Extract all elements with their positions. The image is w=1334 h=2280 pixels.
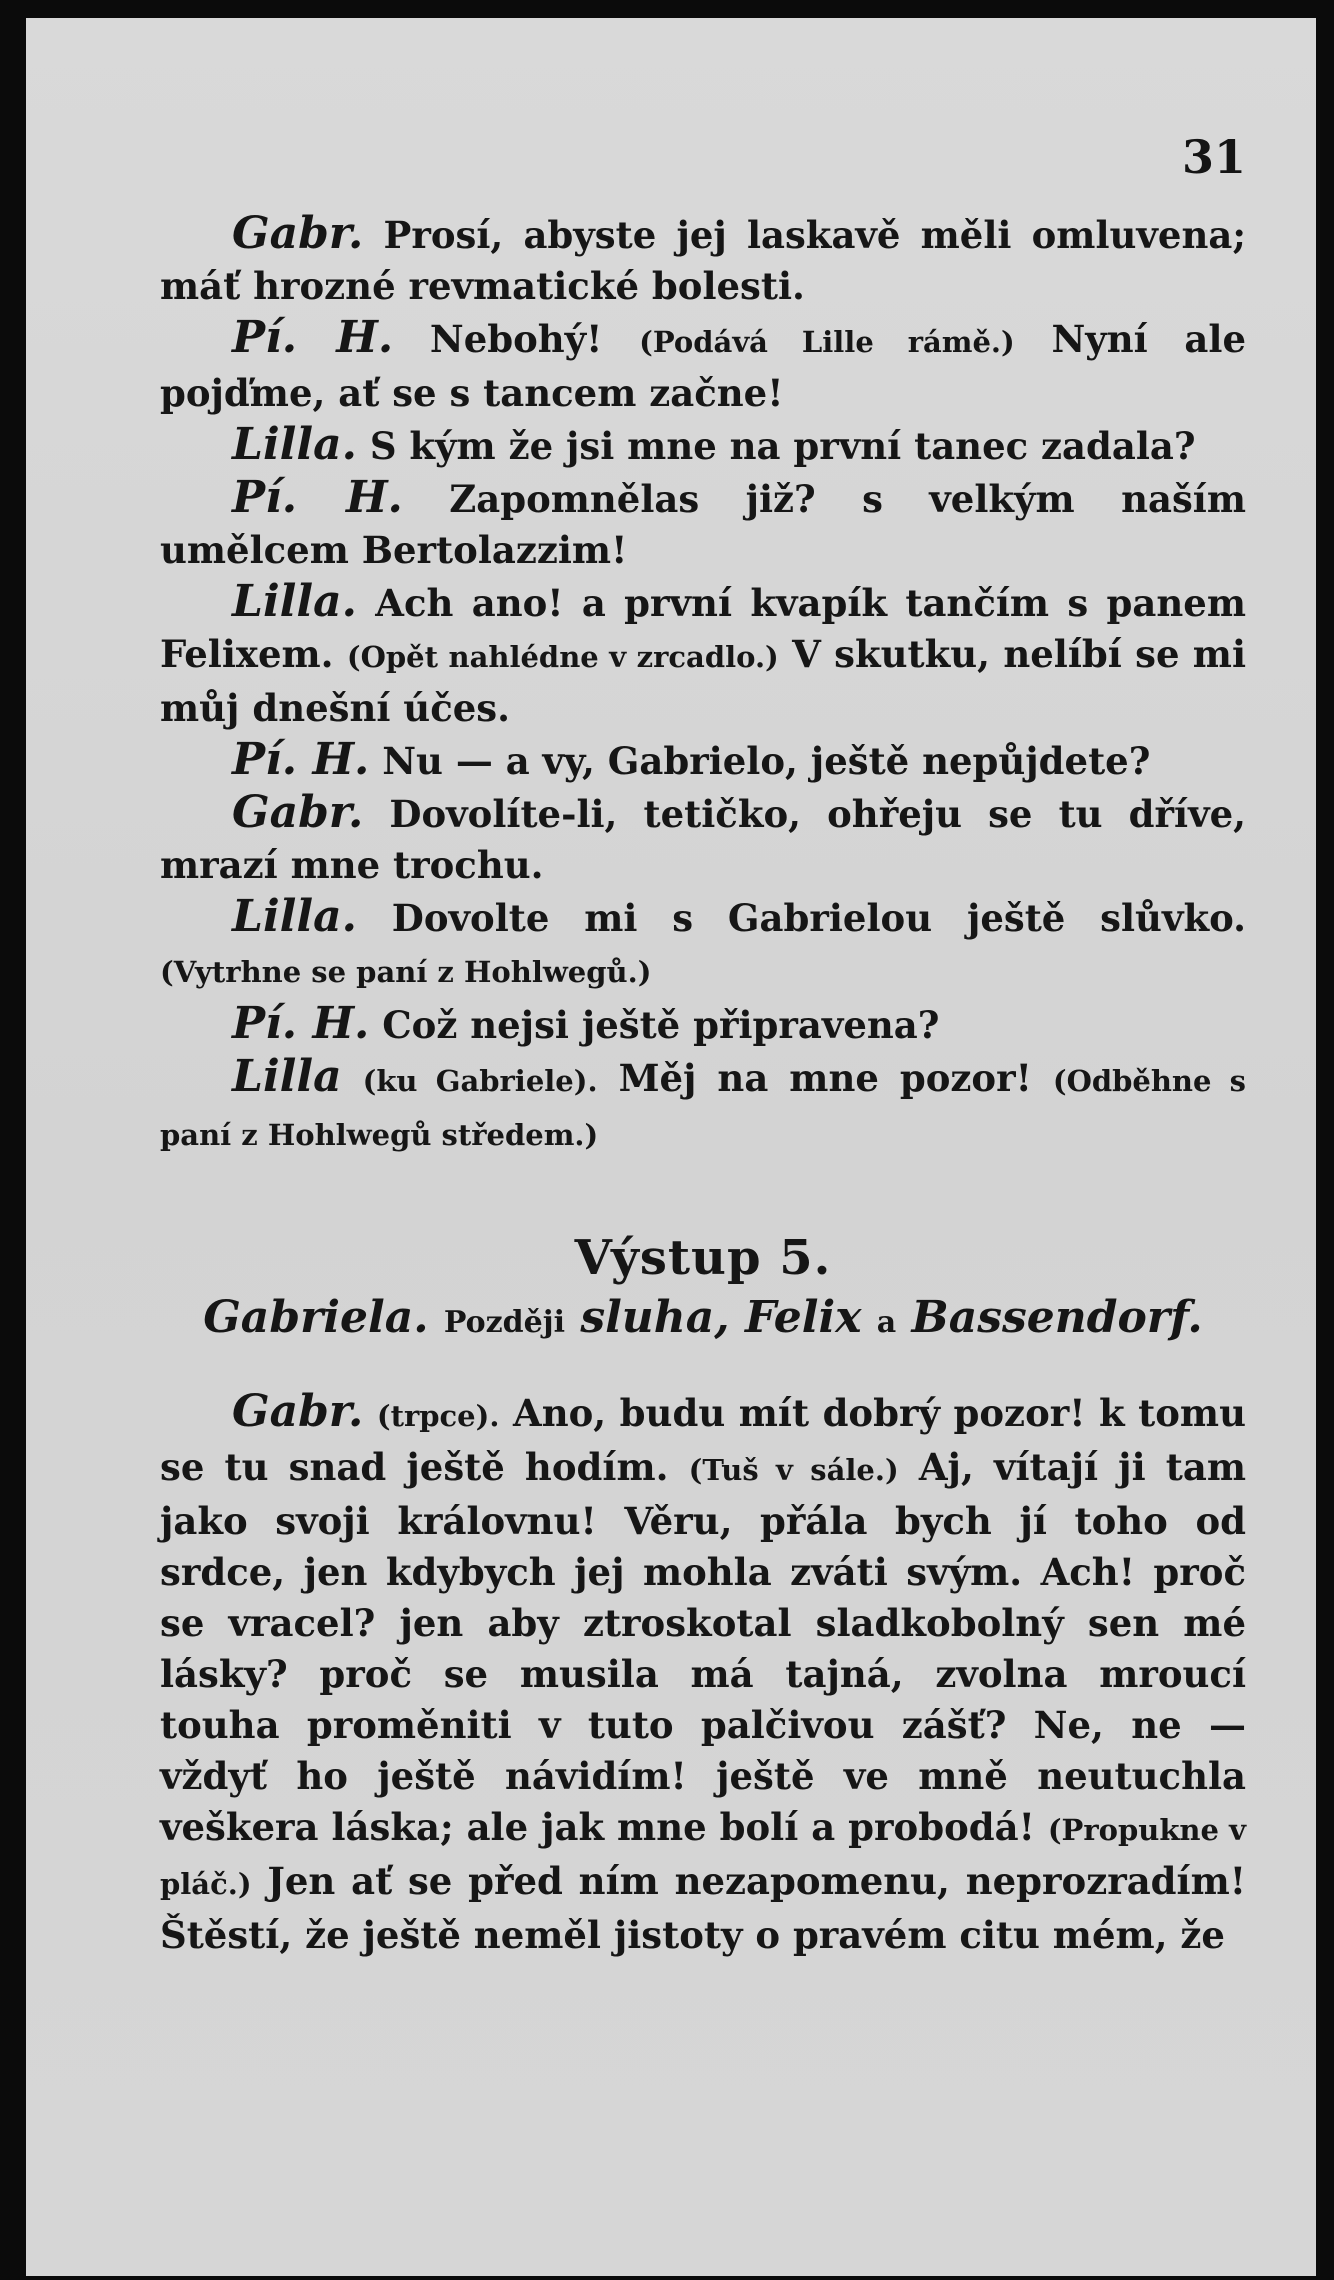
speaker-name: Lilla — [232, 1051, 342, 1102]
speech-text: Dovolíte-li, tetičko, ohřeju se tu dříve, mrazí mne trochu. — [160, 792, 1246, 887]
speech — [160, 208, 1246, 312]
stage-direction: (Opět nahlédne v zrcadlo.) — [346, 640, 779, 674]
stage-direction: (Podává Lille rámě.) — [639, 325, 1015, 359]
speech-text: Nu — a vy, Gabrielo, ještě nepůjdete? — [382, 739, 1151, 783]
stage-direction: (Propukne v pláč.) — [160, 1813, 1246, 1901]
speech-text: Nyní ale pojďme, ať se s tancem začne! — [160, 317, 1246, 415]
speech-text: Jen ať se před ním nezapomenu, neprozradím! Štěstí, že ještě neměl jistoty o pravém citu mém, že — [160, 1859, 1246, 1957]
speech-text: Měj na mne pozor! — [618, 1056, 1032, 1100]
speech — [160, 419, 1246, 472]
speech-text: Ach ano! a první kvapík tančím s panem Felixem. — [160, 581, 1246, 676]
speech — [160, 1386, 1246, 1961]
scene-title: Výstup 5. — [574, 1230, 832, 1286]
speech-text: Což nejsi ještě připravena? — [382, 1003, 940, 1047]
speaker-name: Lilla. — [232, 576, 357, 627]
speaker-name: Pí. H. — [232, 998, 370, 1049]
speaker-name: Gabr. — [232, 208, 364, 259]
speech-text: V skutku, nelíbí se mi můj dnešní účes. — [160, 632, 1247, 730]
speech — [160, 734, 1246, 787]
speech — [160, 576, 1246, 734]
speech — [160, 998, 1246, 1051]
book-page — [26, 18, 1316, 2276]
speaker-name: Gabr. — [232, 787, 364, 838]
cast-later-word: Později — [443, 1305, 565, 1340]
speech-text: Zapomnělas již? s velkým naším umělcem Bertolazzim! — [160, 477, 1246, 572]
speaker-name: Pí. H. — [232, 734, 370, 785]
cast-character: Bassendorf. — [911, 1292, 1203, 1343]
speaker-name: Lilla. — [232, 891, 357, 942]
stage-direction: (trpce). — [376, 1399, 500, 1433]
stage-direction: (Odběhne s paní z Hohlwegů středem.) — [160, 1064, 1246, 1152]
cast-and-word: a — [876, 1305, 897, 1340]
speech — [160, 1051, 1246, 1161]
speech — [160, 891, 1246, 998]
speaker-name: Pí. H. — [232, 312, 394, 363]
cast-main-character: Gabriela. — [203, 1292, 429, 1343]
speech-text: Prosí, abyste jej laskavě měli omluvena; máť hrozné revmatické bolesti. — [160, 213, 1246, 308]
stage-direction: (Vytrhne se paní z Hohlwegů.) — [160, 955, 652, 989]
speech-text: Nebohý! — [429, 317, 603, 361]
speech — [160, 472, 1246, 576]
scene-cast — [160, 1292, 1246, 1348]
speaker-name: Pí. H. — [232, 472, 403, 523]
stage-direction: (ku Gabriele). — [362, 1064, 598, 1098]
cast-character: Felix — [744, 1292, 862, 1343]
page-number: 31 — [1181, 130, 1246, 184]
speech-text: Dovolte mi s Gabrielou ještě slůvko. — [391, 896, 1246, 940]
speech-text: Aj, vítají ji tam jako svoji královnu! Věru, přála bych jí toho od srdce, jen kdybych jej mohla zváti svým. Ach! proč se vracel? jen aby ztroskotal sladkobolný sen mé lásky? proč se musila má tajná, zvolna mroucí touha proměniti v tuto palčivou zášť? Ne, ne — vždyť ho ještě návidím! ještě ve mně neutuchla veškera láska; ale jak mne bolí a probodá! — [160, 1445, 1246, 1849]
speech — [160, 312, 1246, 419]
cast-character: sluha, — [580, 1292, 730, 1343]
speaker-name: Lilla. — [232, 419, 357, 470]
page-text — [160, 208, 1246, 1961]
speech-text: Ano, budu mít dobrý pozor! k tomu se tu snad ještě hodím. — [160, 1391, 1246, 1489]
speaker-name: Gabr. — [232, 1386, 364, 1437]
speech-text: S kým že jsi mne na první tanec zadala? — [369, 424, 1196, 468]
speech — [160, 787, 1246, 891]
stage-direction: (Tuš v sále.) — [688, 1453, 899, 1487]
